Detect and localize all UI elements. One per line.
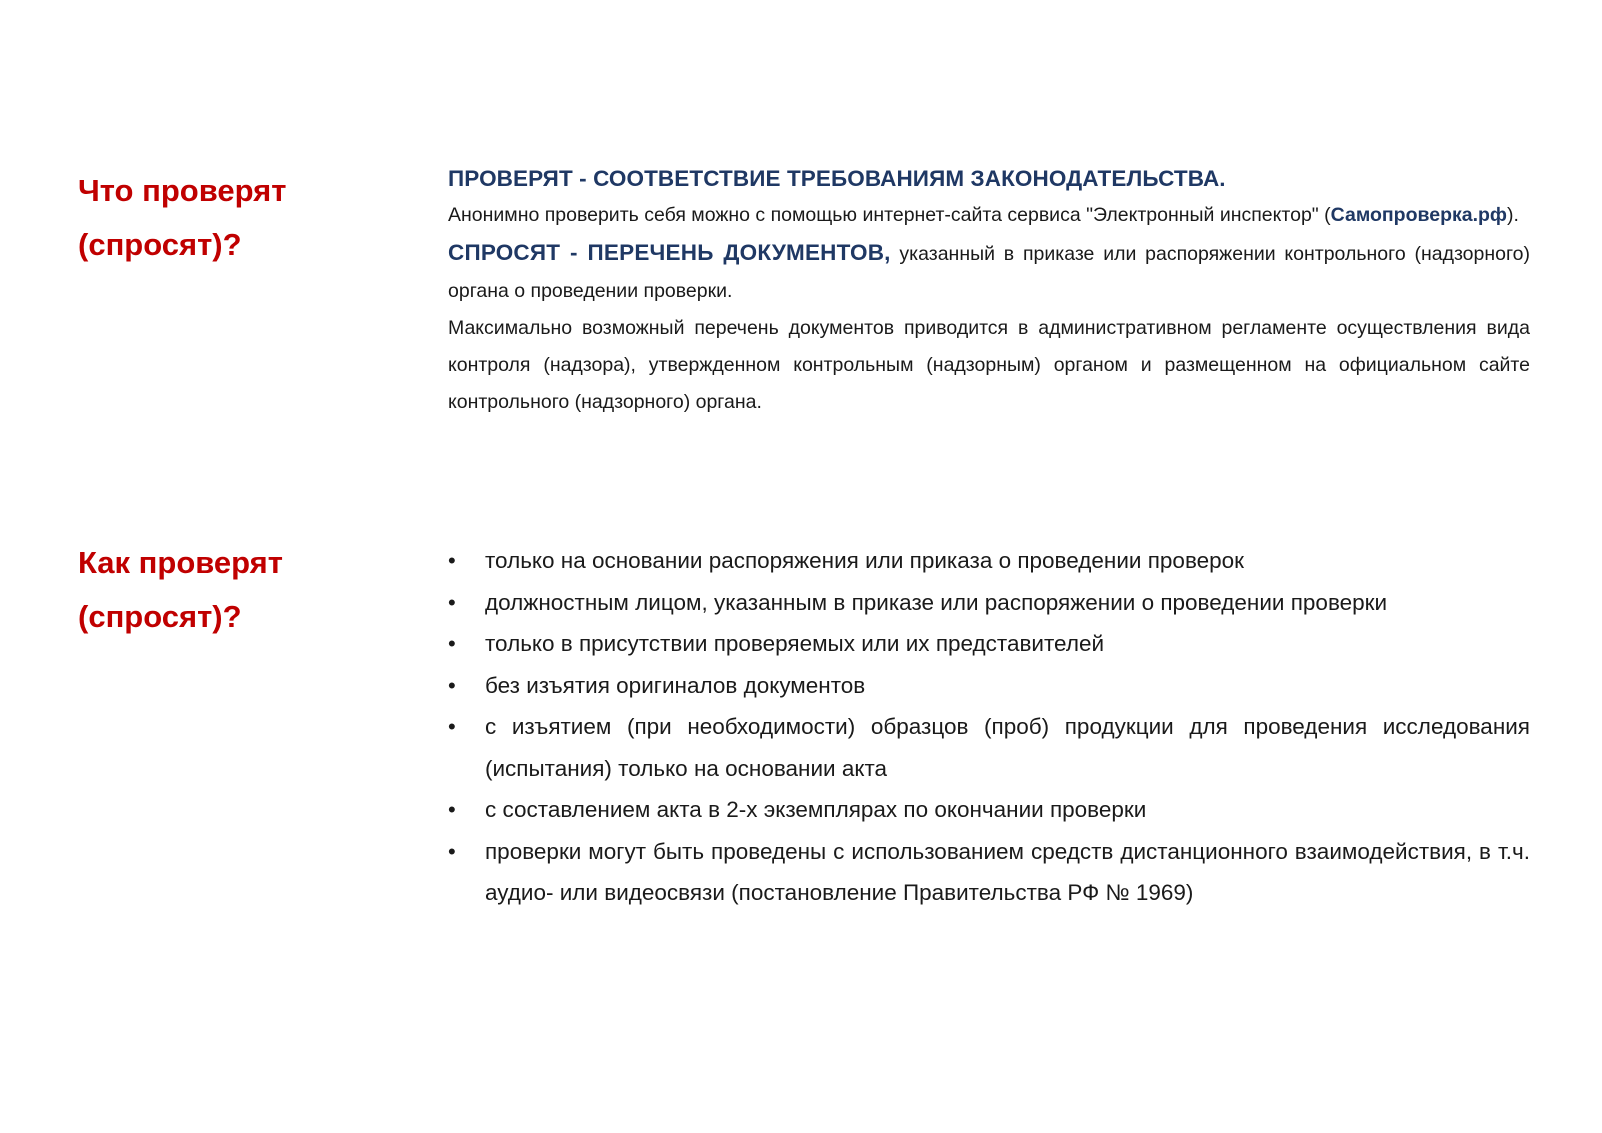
heading-how-line1: Как проверят bbox=[78, 545, 283, 580]
bullet-icon: • bbox=[448, 672, 456, 698]
anonymous-check-text: Анонимно проверить себя можно с помощью интернет-сайта сервиса "Электронный инспектор" ( bbox=[448, 204, 1331, 226]
documents-paragraph bbox=[448, 234, 1530, 310]
heading-what-line1: Что проверят bbox=[78, 173, 287, 208]
max-list-paragraph: Максимально возможный перечень документов приводится в административном регламенте осуществления вида контроля (надзора), утвержденном контрольным (надзорным) органом и размещенном на официальном сайте контрольного (надзорного) органа. bbox=[448, 317, 1530, 413]
list-item bbox=[448, 665, 1530, 707]
anonymous-check-paragraph bbox=[448, 197, 1530, 234]
documents-text: указанный в приказе или распоряжении контрольного (надзорного) органа о проведении проверки. bbox=[448, 243, 1530, 302]
bullet-icon: • bbox=[448, 714, 456, 739]
section-heading-what bbox=[78, 164, 398, 272]
bullet-icon: • bbox=[448, 838, 456, 864]
list-item bbox=[448, 789, 1530, 831]
bullet-icon: • bbox=[448, 548, 456, 573]
what-title: ПРОВЕРЯТ - СООТВЕТСТВИЕ ТРЕБОВАНИЯМ ЗАКОНОДАТЕЛЬСТВА. bbox=[448, 166, 1226, 191]
what-content-block bbox=[448, 161, 1530, 421]
bullet-icon: • bbox=[448, 631, 456, 656]
section-heading-how bbox=[78, 536, 398, 644]
list-item-text: без изъятия оригиналов документов bbox=[485, 672, 866, 698]
list-item-text: только в присутствии проверяемых или их представителей bbox=[485, 631, 1105, 656]
list-item bbox=[448, 623, 1530, 665]
list-item-text: проверки могут быть проведены с использованием средств дистанционного взаимодействия, в т.ч. аудио- или видеосвязи (постановление Правительства РФ № 1969) bbox=[485, 838, 1530, 905]
bullet-icon: • bbox=[448, 797, 456, 822]
list-item bbox=[448, 706, 1530, 789]
list-item-text: с изъятием (при необходимости) образцов (проб) продукции для проведения исследования (испытания) только на основании акта bbox=[485, 714, 1530, 781]
list-item-text: только на основании распоряжения или приказа о проведении проверок bbox=[485, 548, 1245, 573]
list-item bbox=[448, 540, 1530, 582]
list-item bbox=[448, 831, 1530, 914]
list-item bbox=[448, 582, 1530, 624]
anonymous-check-text-end: ). bbox=[1507, 204, 1519, 226]
documents-lead: СПРОСЯТ - ПЕРЕЧЕНЬ ДОКУМЕНТОВ, bbox=[448, 240, 891, 265]
list-item-text: должностным лицом, указанным в приказе или распоряжении о проведении проверки bbox=[485, 589, 1388, 615]
heading-what-line2: (спросят)? bbox=[78, 227, 242, 262]
how-bullet-list bbox=[448, 540, 1530, 914]
self-check-link[interactable]: Самопроверка.рф bbox=[1330, 204, 1507, 226]
bullet-icon: • bbox=[448, 589, 456, 615]
list-item-text: с составлением акта в 2-х экземплярах по окончании проверки bbox=[485, 797, 1147, 822]
heading-how-line2: (спросят)? bbox=[78, 599, 242, 634]
